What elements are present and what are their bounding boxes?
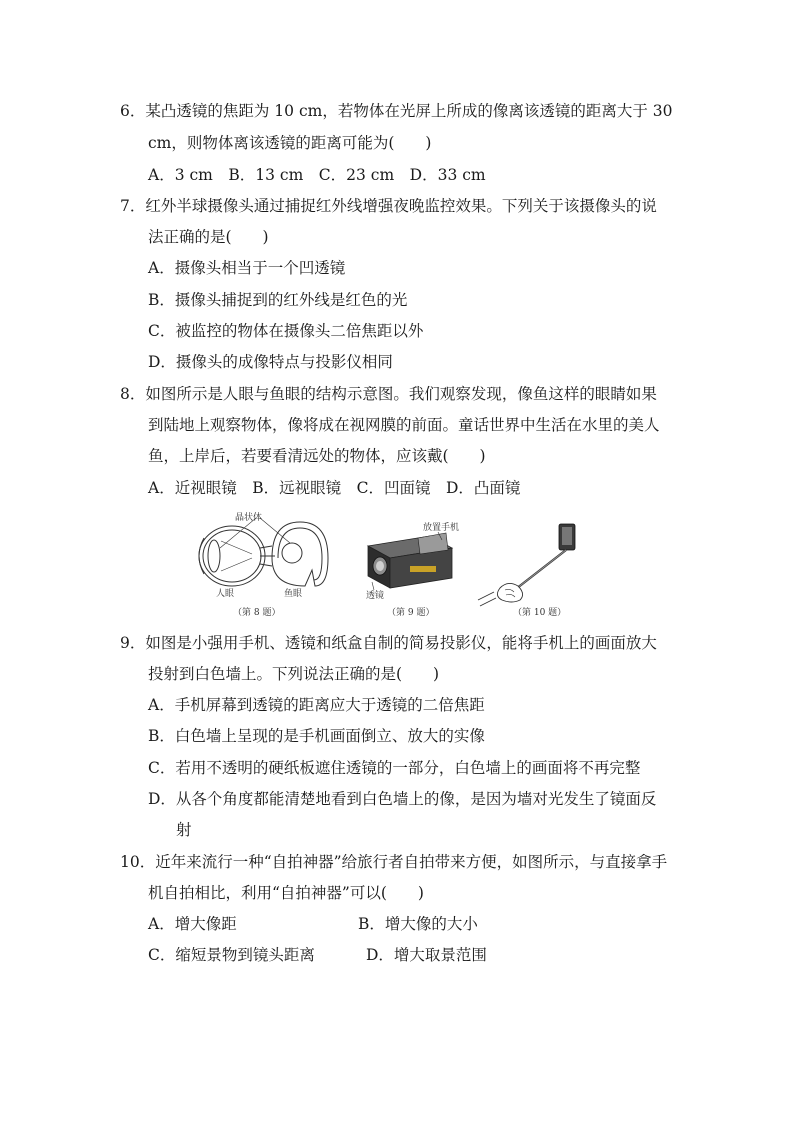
q7-option-b: B．摄像头捕捉到的红外线是红色的光 [148, 291, 408, 309]
q8-stem-line1: 8．如图所示是人眼与鱼眼的结构示意图。我们观察发现，像鱼这样的眼睛如果 [120, 385, 657, 403]
selfie-stick-diagram [478, 524, 575, 606]
q9-option-d-line1: D．从各个角度都能清楚地看到白色墙上的像，是因为墙对光发生了镜面反 [148, 790, 657, 808]
fig9-phone-label: 放置手机 [423, 523, 460, 533]
q7-option-c: C．被监控的物体在摄像头二倍焦距以外 [148, 322, 424, 340]
fig10-caption: （第 10 题） [513, 608, 567, 618]
q9-option-a: A．手机屏幕到透镜的距离应大于透镜的二倍焦距 [148, 696, 485, 714]
q7-stem-line1: 7．红外半球摄像头通过捕捉红外线增强夜晚监控效果。下列关于该摄像头的说 [120, 197, 657, 215]
q9-option-b: B．白色墙上呈现的是手机画面倒立、放大的实像 [148, 727, 485, 745]
projector-box-diagram [368, 532, 452, 590]
q8-stem-line2: 到陆地上观察物体，像将成在视网膜的前面。童话世界中生活在水里的美人 [148, 416, 660, 434]
fish-eye-diagram [220, 518, 328, 586]
human-eye-diagram [199, 526, 275, 586]
q8-stem-line3: 鱼，上岸后，若要看清远处的物体，应该戴( ) [148, 447, 486, 465]
q6-stem-line2: cm，则物体离该透镜的距离可能为( ) [148, 134, 432, 152]
q6-stem-line1: 6．某凸透镜的焦距为 10 cm，若物体在光屏上所成的像离该透镜的距离大于 30 [120, 102, 673, 120]
q9-option-d-line2: 射 [176, 821, 192, 839]
q9-option-c: C．若用不透明的硬纸板遮住透镜的一部分，白色墙上的画面将不再完整 [148, 759, 641, 777]
q8-options: A．近视眼镜 B．远视眼镜 C．凹面镜 D．凸面镜 [148, 479, 521, 497]
q9-stem-line1: 9．如图是小强用手机、透镜和纸盒自制的简易投影仪，能将手机上的画面放大 [120, 634, 657, 652]
fig8-lens-label: 晶状体 [235, 513, 263, 523]
q10-option-a: A．增大像距 [148, 915, 237, 933]
q6-options: A．3 cm B．13 cm C．23 cm D．33 cm [148, 166, 486, 184]
q10-stem-line1: 10．近年来流行一种“自拍神器”给旅行者自拍带来方便，如图所示，与直接拿手 [120, 853, 668, 871]
q7-option-d: D．摄像头的成像特点与投影仪相同 [148, 353, 393, 371]
q10-option-b: B．增大像的大小 [358, 915, 478, 933]
fig9-lens-label: 透镜 [366, 591, 385, 601]
q9-stem-line2: 投射到白色墙上。下列说法正确的是( ) [148, 665, 440, 683]
fig9-caption: （第 9 题） [387, 608, 435, 618]
figures-row [0, 508, 794, 623]
q10-option-c: C．缩短景物到镜头距离 [148, 946, 315, 964]
fig8-fish-label: 鱼眼 [284, 589, 303, 599]
q10-option-d: D．增大取景范围 [366, 946, 487, 964]
fig8-human-label: 人眼 [216, 589, 235, 599]
fig8-caption: （第 8 题） [233, 608, 281, 618]
q7-stem-line2: 法正确的是( ) [148, 228, 269, 246]
q10-stem-line2: 机自拍相比，利用“自拍神器”可以( ) [148, 884, 424, 902]
q7-option-a: A．摄像头相当于一个凹透镜 [148, 259, 346, 277]
